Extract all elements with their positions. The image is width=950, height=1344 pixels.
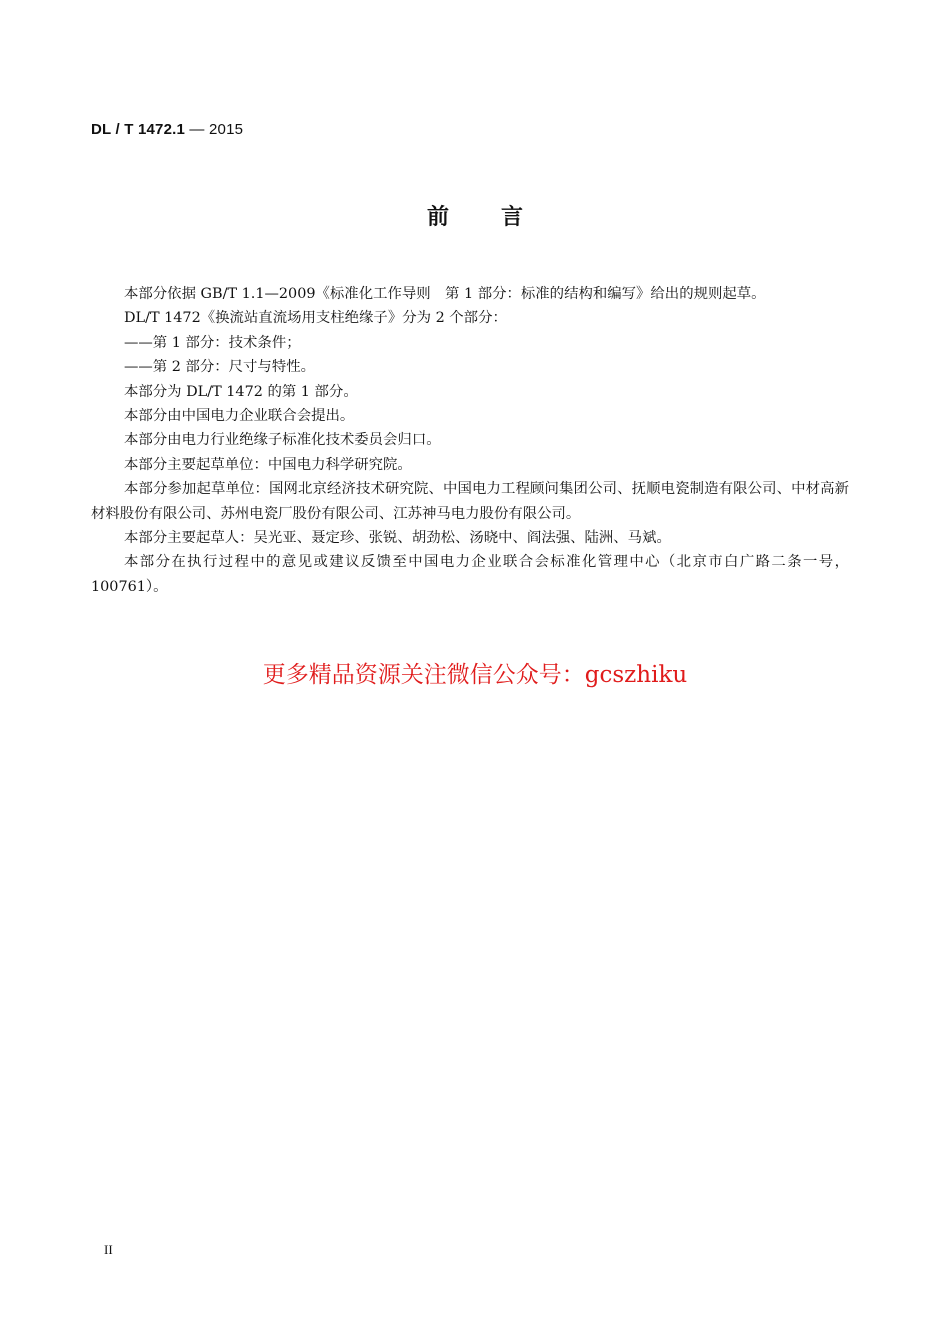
- page-title: 前言: [426, 205, 575, 230]
- paragraph-main-drafting-unit: 本部分主要起草单位：中国电力科学研究院。: [124, 456, 412, 473]
- standard-code: DL / T 1472.1: [91, 121, 186, 138]
- foreword-body: [91, 282, 849, 599]
- paragraph-parts-intro: DL/T 1472《换流站直流场用支柱绝缘子》分为 2 个部分：: [124, 310, 507, 327]
- standard-year: — 2015: [185, 121, 244, 138]
- paragraph-this-part: 本部分为 DL/T 1472 的第 1 部分。: [124, 383, 358, 400]
- paragraph-part-2: ——第 2 部分：尺寸与特性。: [124, 359, 315, 376]
- standard-code-header: [91, 121, 243, 138]
- paragraph-feedback: 本部分在执行过程中的意见或建议反馈至中国电力企业联合会标准化管理中心（北京市白广路二条一号，100761）。: [91, 554, 849, 595]
- paragraph-centralized-by: 本部分由电力行业绝缘子标准化技术委员会归口。: [124, 432, 441, 449]
- page-number: II: [104, 1242, 113, 1257]
- promo-watermark-text: 更多精品资源关注微信公众号：gcszhiku: [262, 662, 688, 688]
- paragraph-part-1: ——第 1 部分：技术条件；: [124, 334, 301, 351]
- paragraph-participating-units: 本部分参加起草单位：国网北京经济技术研究院、中国电力工程顾问集团公司、抚顺电瓷制造有限公司、中材高新材料股份有限公司、苏州电瓷厂股份有限公司、江苏神马电力股份有限公司。: [91, 481, 849, 522]
- paragraph-proposed-by: 本部分由中国电力企业联合会提出。: [124, 408, 355, 425]
- paragraph-drafting-rules: 本部分依据 GB/T 1.1—2009《标准化工作导则 第 1 部分：标准的结构和编写》给出的规则起草。: [124, 286, 766, 302]
- paragraph-main-drafters: 本部分主要起草人：吴光亚、聂定珍、张锐、胡劲松、汤晓中、阎法强、陆洲、马斌。: [124, 530, 671, 547]
